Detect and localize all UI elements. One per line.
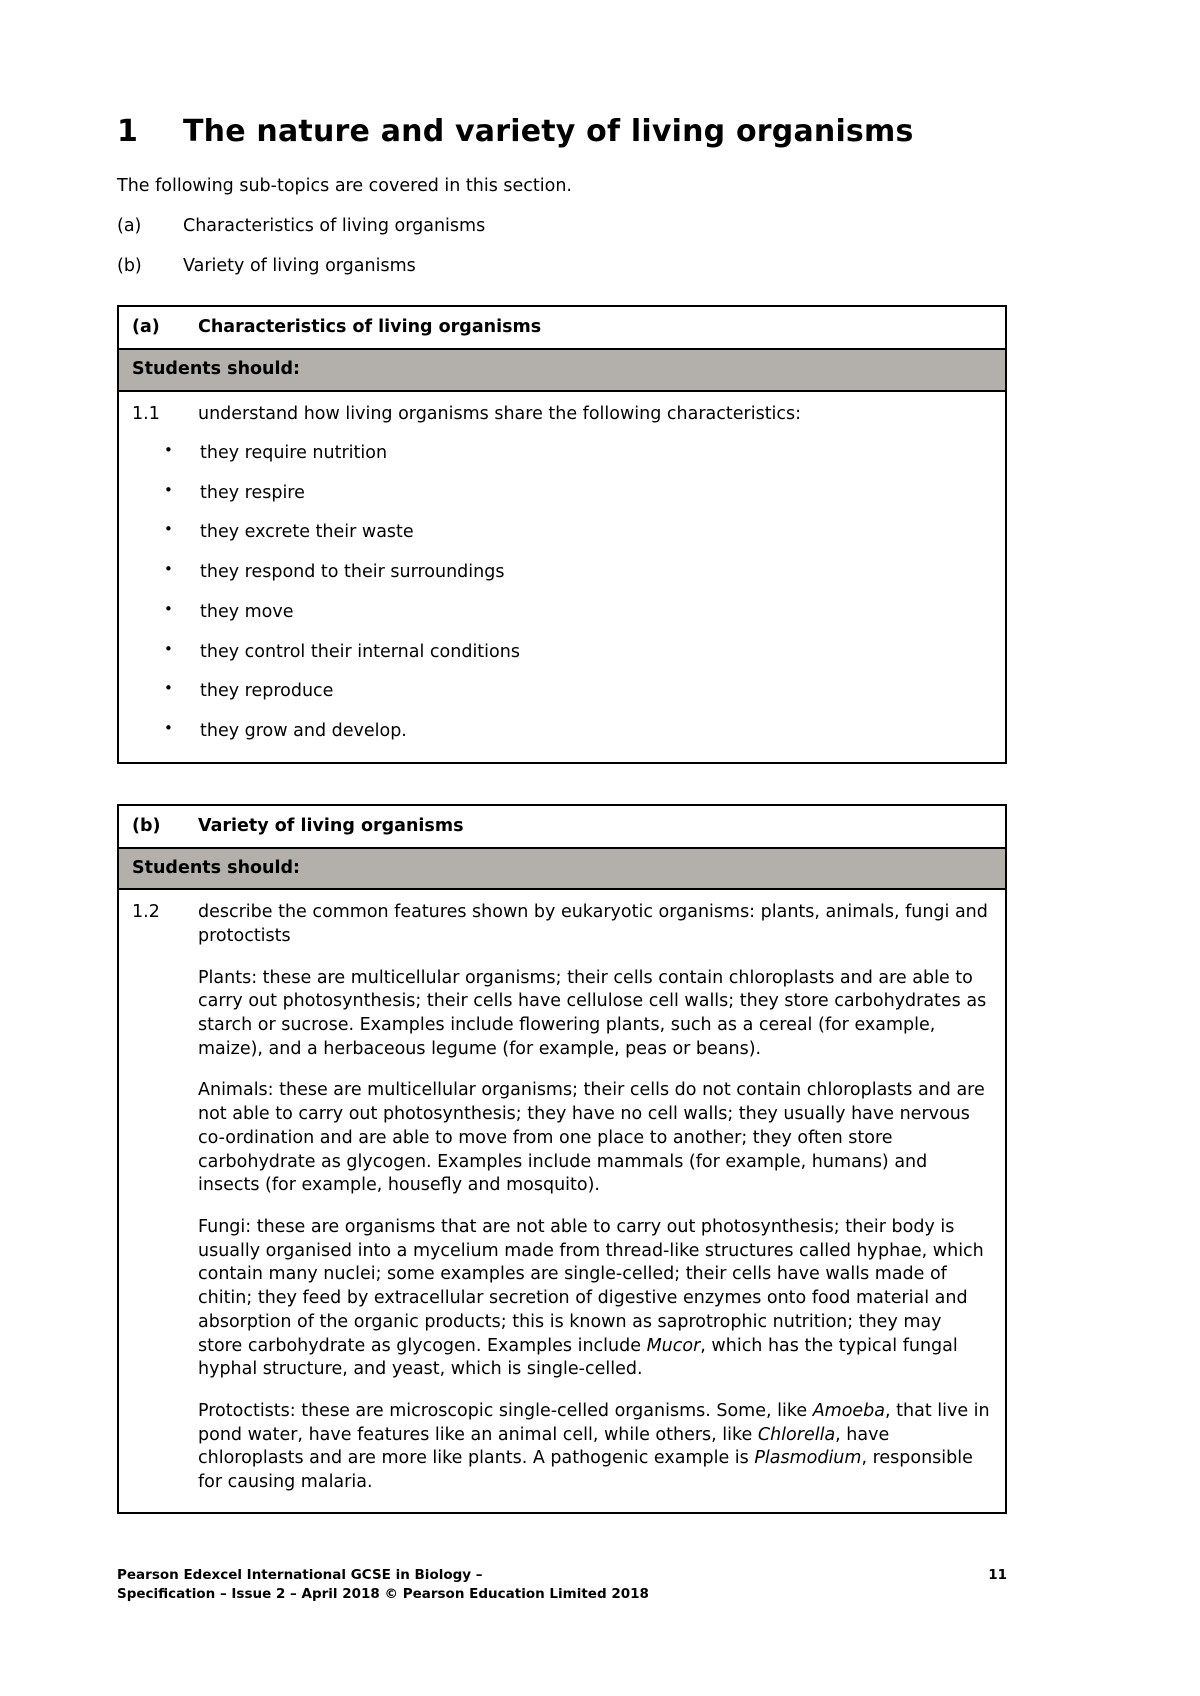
list-item: • they grow and develop. <box>132 720 991 743</box>
sub-topic-text-b: Variety of living organisms <box>183 255 416 276</box>
sub-topic-label-a: (a) <box>117 216 142 237</box>
chapter-title: The nature and variety of living organisms <box>183 114 914 149</box>
sub-topic-label-b: (b) <box>117 255 142 276</box>
table-a-body <box>119 392 1005 762</box>
page-content <box>117 115 1007 1554</box>
table-a-title-row <box>119 307 1005 350</box>
footer-line-1: Pearson Edexcel International GCSE in Biology – <box>117 1566 483 1583</box>
protoctists-genus-amoeba: Amoeba <box>812 1400 886 1421</box>
protoctists-segment-1: Protoctists: these are microscopic single-celled organisms. Some, like <box>198 1400 813 1421</box>
paragraph-animals: Animals: these are multicellular organisms; their cells do not contain chloroplasts and are not able to carry out photosynthesis; they have no cell walls; they usually have nervous co-ordination and are able to move from one place to another; they often store carbohydrate as glycogen. Examples include mammals (for example, humans) and insects (for example, housefly and mosquito). <box>198 1080 985 1196</box>
page-title <box>117 115 1007 149</box>
spec-point-text-1-2: describe the common features shown by eukaryotic organisms: plants, animals, fungi and protoctists <box>198 902 988 946</box>
table-row <box>132 403 991 427</box>
list-item: • they respire <box>132 482 991 505</box>
spec-point-content-1-2 <box>198 901 991 1494</box>
table-b-title: Variety of living organisms <box>198 815 464 836</box>
sub-topic-text-a: Characteristics of living organisms <box>183 216 486 237</box>
table-b-title-row <box>119 806 1005 849</box>
paragraph-protoctists <box>198 1400 991 1495</box>
table-row <box>132 901 991 1494</box>
page-number: 11 <box>988 1566 1007 1583</box>
table-b-students-should-header: Students should: <box>119 849 1005 891</box>
fungi-text-tail: , which has the typical fungal hyphal structure, and yeast, which is single-celled. <box>198 1335 958 1380</box>
list-item: • they control their internal conditions <box>132 641 991 664</box>
intro-lead-text: The following sub-topics are covered in this section. <box>117 175 572 196</box>
list-item: • they move <box>132 601 991 624</box>
fungi-genus-mucor: Mucor <box>646 1335 701 1356</box>
sub-topic-item-b <box>117 255 1007 279</box>
protoctists-genus-plasmodium: Plasmodium <box>754 1448 862 1469</box>
paragraph-plants: Plants: these are multicellular organisms; their cells contain chloroplasts and are able to carry out photosynthesis; their cells have cellulose cell walls; they store carbohydrates as starch or sucrose. Examples include flowering plants, such as a cereal (for example, maize), and a herbaceous legume (for example, peas or beans). <box>198 967 987 1059</box>
list-item: • they require nutrition <box>132 442 991 465</box>
table-b-label: (b) <box>132 815 161 836</box>
protoctists-segment-2: , that live in pond water, have features like an animal cell, while others, like <box>198 1400 990 1445</box>
sub-topic-item-a <box>117 215 1007 239</box>
chapter-number: 1 <box>117 114 139 149</box>
protoctists-segment-4: , responsible for causing malaria. <box>198 1448 973 1493</box>
table-a-students-should-header: Students should: <box>119 350 1005 392</box>
spec-point-number-1-2: 1.2 <box>132 902 160 923</box>
table-a-label: (a) <box>132 317 160 338</box>
protoctists-segment-3: , have chloroplasts and are more like plants. A pathogenic example is <box>198 1424 890 1469</box>
spec-table-b <box>117 804 1007 1514</box>
list-item: • they reproduce <box>132 680 991 703</box>
table-a-title: Characteristics of living organisms <box>198 317 542 338</box>
footer-citation <box>117 1566 649 1604</box>
spec-table-a <box>117 305 1007 763</box>
characteristics-list <box>132 442 991 743</box>
list-item: • they excrete their waste <box>132 521 991 544</box>
paragraph-fungi <box>198 1216 991 1382</box>
spec-point-number-1-1: 1.1 <box>132 403 160 424</box>
page-footer <box>117 1566 1007 1604</box>
fungi-text-lead: Fungi: these are organisms that are not able to carry out photosynthesis; their body is usually organised into a mycelium made from thread-like structures called hyphae, which contain many nuclei; some examples are single-celled; their cells have walls made of chitin; they feed by extracellular secretion of digestive enzymes onto food material and absorption of the organic products; this is known as saprotrophic nutrition; they may store carbohydrate as glycogen. Examples include <box>198 1217 984 1356</box>
protoctists-genus-chlorella: Chlorella <box>757 1424 836 1445</box>
footer-line-2: Specification – Issue 2 – April 2018 © Pearson Education Limited 2018 <box>117 1585 649 1602</box>
table-b-body <box>119 890 1005 1511</box>
spec-point-text-1-1: understand how living organisms share the following characteristics: <box>198 403 802 424</box>
list-item: • they respond to their surroundings <box>132 561 991 584</box>
